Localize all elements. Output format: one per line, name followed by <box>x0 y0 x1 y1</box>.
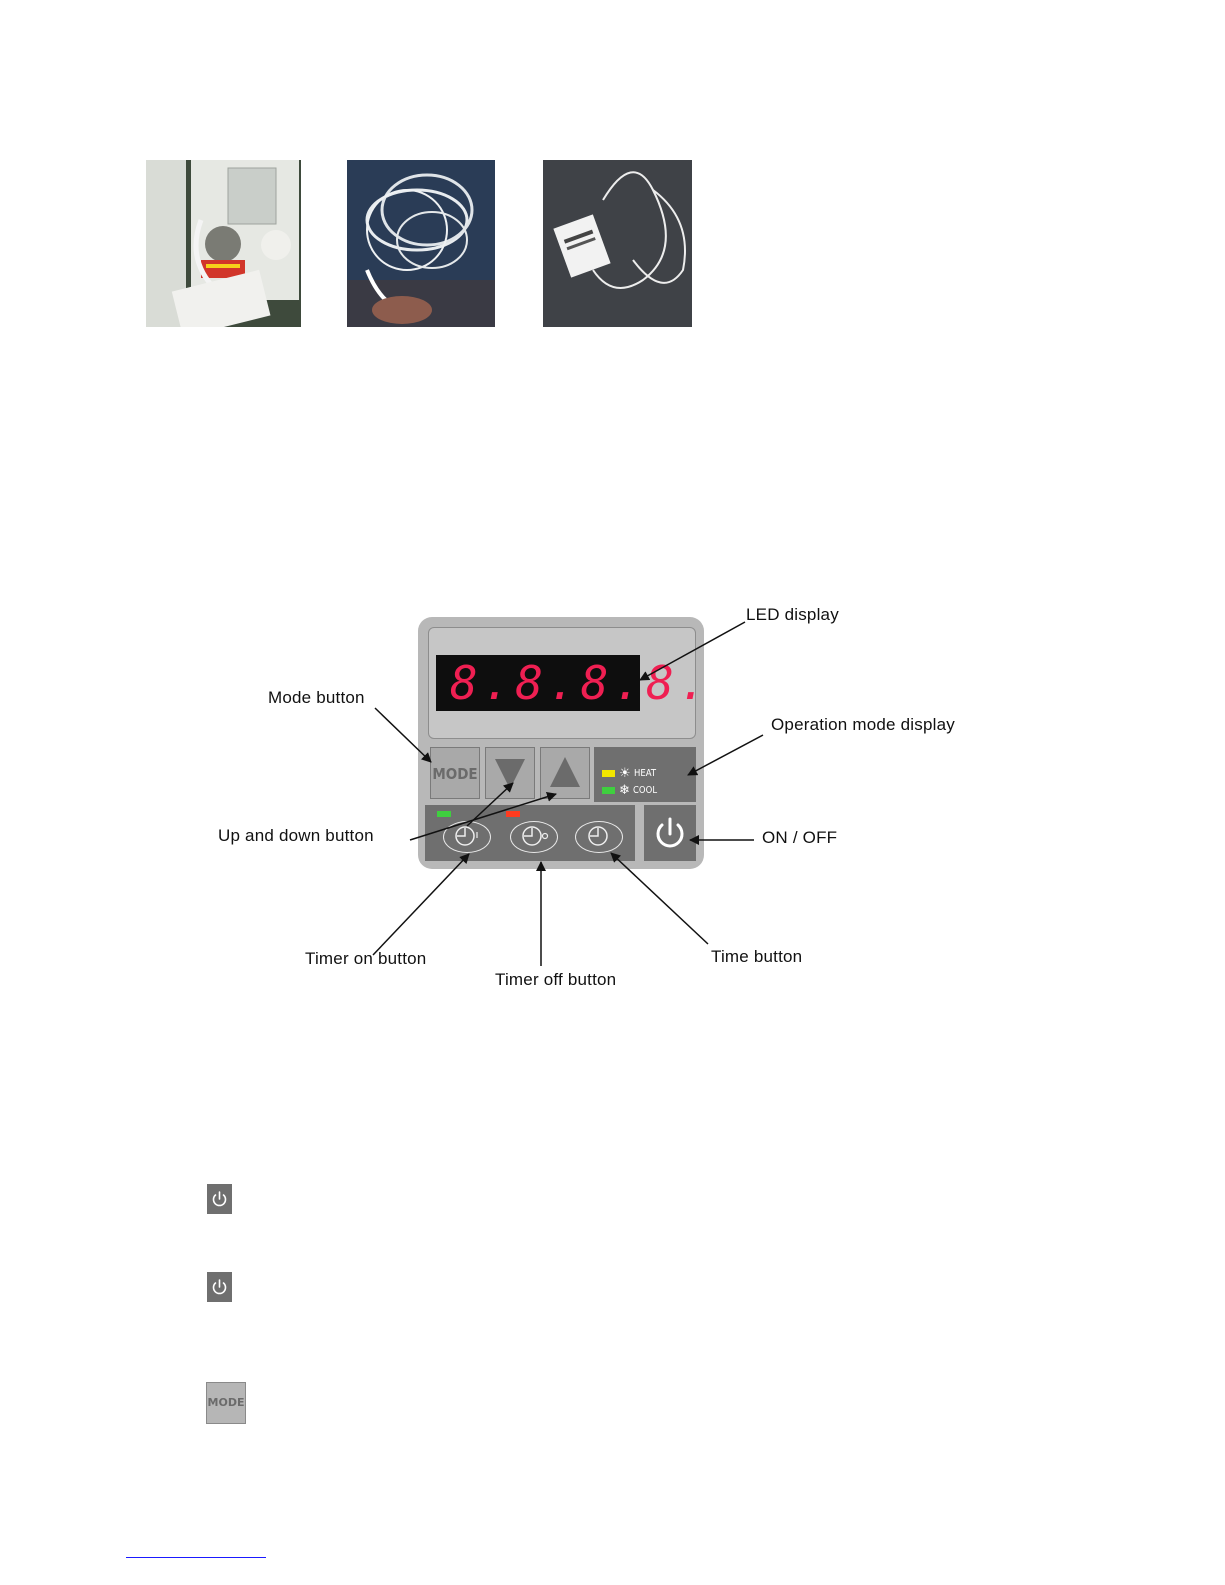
mode-icon: MODE <box>206 1382 246 1424</box>
heat-label: HEAT <box>633 767 656 779</box>
footer-rule <box>126 1557 266 1558</box>
cool-label: COOL <box>632 784 657 796</box>
snowflake-icon: ❄ <box>619 782 630 797</box>
mode-button[interactable]: MODE <box>430 747 480 799</box>
up-down-callout: Up and down button <box>218 826 374 845</box>
mode-button-callout: Mode button <box>268 688 365 707</box>
timer-on-callout: Timer on button <box>305 949 427 968</box>
operation-mode-callout: Operation mode display <box>771 715 955 734</box>
power-icon <box>207 1272 232 1302</box>
led-digits: 8.8.8.8. <box>450 656 712 710</box>
timer-off-callout: Timer off button <box>495 970 617 989</box>
on-off-callout: ON / OFF <box>762 828 838 847</box>
power-icon <box>207 1184 232 1214</box>
led-display-callout: LED display <box>746 605 839 624</box>
sun-icon: ☀ <box>619 765 631 780</box>
time-button-callout: Time button <box>711 947 803 966</box>
